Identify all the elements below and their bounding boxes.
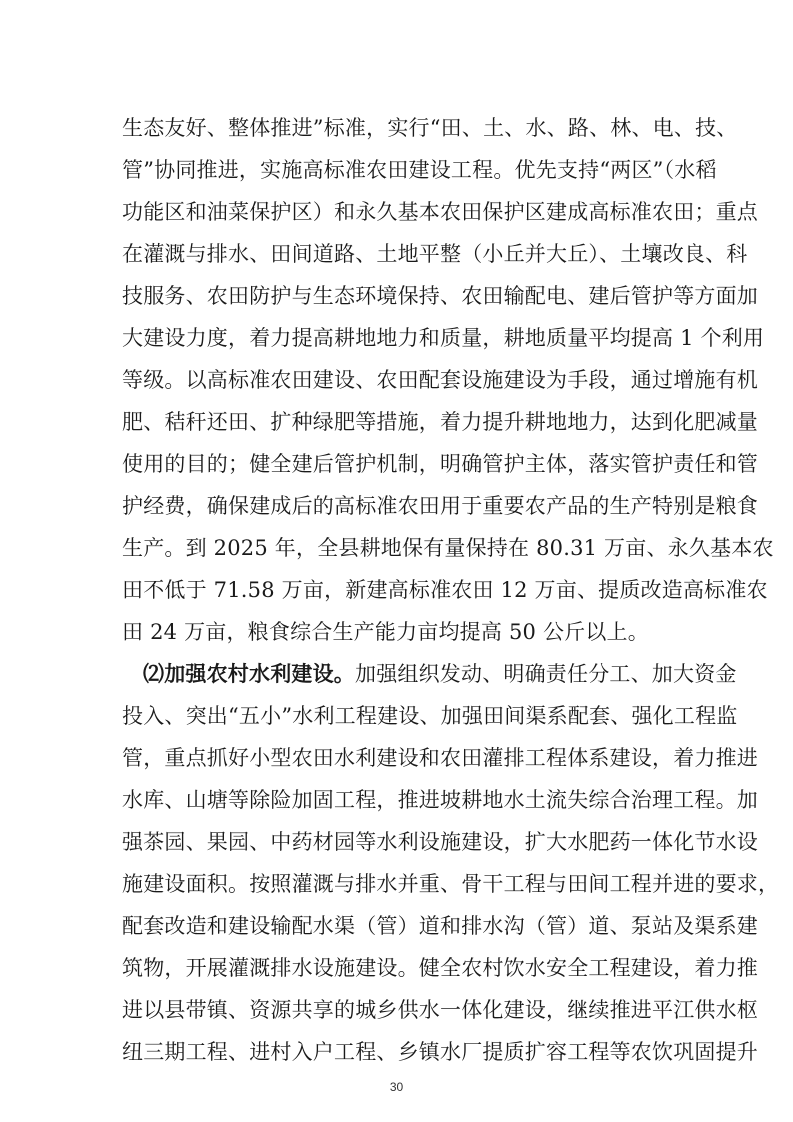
text-line: 肥、秸秆还田、扩种绿肥等措施，着力提升耕地地力，达到化肥减量 xyxy=(122,410,758,434)
text-line: 配套改造和建设输配水渠（管）道和排水沟（管）道、泵站及渠系建 xyxy=(122,914,758,938)
text-line: 生产。到 2025 年，全县耕地保有量保持在 80.31 万亩、永久基本农 xyxy=(122,536,774,560)
page-number: 30 xyxy=(389,1080,404,1094)
text-line: 使用的目的；健全建后管护机制，明确管护主体，落实管护责任和管 xyxy=(122,452,758,476)
text-line: 技服务、农田防护与生态环境保持、农田输配电、建后管护等方面加 xyxy=(122,284,758,308)
section-heading: ⑵加强农村水利建设。 xyxy=(143,662,355,686)
text-line: 护经费，确保建成后的高标准农田用于重要农产品的生产特别是粮食 xyxy=(122,494,758,518)
text-line: 管，重点抓好小型农田水利建设和农田灌排工程体系建设，着力推进 xyxy=(122,746,758,770)
text-line: 施建设面积。按照灌溉与排水并重、骨干工程与田间工程并进的要求， xyxy=(122,872,780,896)
text-line: 田不低于 71.58 万亩，新建高标准农田 12 万亩、提质改造高标准农 xyxy=(122,578,768,602)
text-line: 纽三期工程、进村入户工程、乡镇水厂提质扩容工程等农饮巩固提升 xyxy=(122,1040,758,1064)
text-line: 投入、突出“五小”水利工程建设、加强田间渠系配套、强化工程监 xyxy=(122,704,738,728)
text-line: 等级。以高标准农田建设、农田配套设施建设为手段，通过增施有机 xyxy=(122,368,758,392)
section-first-line-text: 加强组织发动、明确责任分工、加大资金 xyxy=(355,662,737,686)
text-line: 田 24 万亩，粮食综合生产能力亩均提高 50 公斤以上。 xyxy=(122,620,649,644)
section-first-line xyxy=(143,654,737,694)
text-line: 水库、山塘等除险加固工程，推进坡耕地水土流失综合治理工程。加 xyxy=(122,788,758,812)
text-line: 大建设力度，着力提高耕地地力和质量，耕地质量平均提高 1 个利用 xyxy=(122,326,765,350)
text-line: 进以县带镇、资源共享的城乡供水一体化建设，继续推进平江供水枢 xyxy=(122,998,758,1022)
text-line: 管”协同推进，实施高标准农田建设工程。优先支持“两区”（水稻 xyxy=(122,158,717,182)
text-line: 筑物，开展灌溉排水设施建设。健全农村饮水安全工程建设，着力推 xyxy=(122,956,758,980)
text-line: 在灌溉与排水、田间道路、土地平整（小丘并大丘）、土壤改良、科 xyxy=(122,242,748,266)
text-line: 生态友好、整体推进”标准，实行“田、土、水、路、林、电、技、 xyxy=(122,116,738,140)
text-line: 强茶园、果园、中药材园等水利设施建设，扩大水肥药一体化节水设 xyxy=(122,830,758,854)
text-line: 功能区和油菜保护区）和永久基本农田保护区建成高标准农田；重点 xyxy=(122,200,758,224)
